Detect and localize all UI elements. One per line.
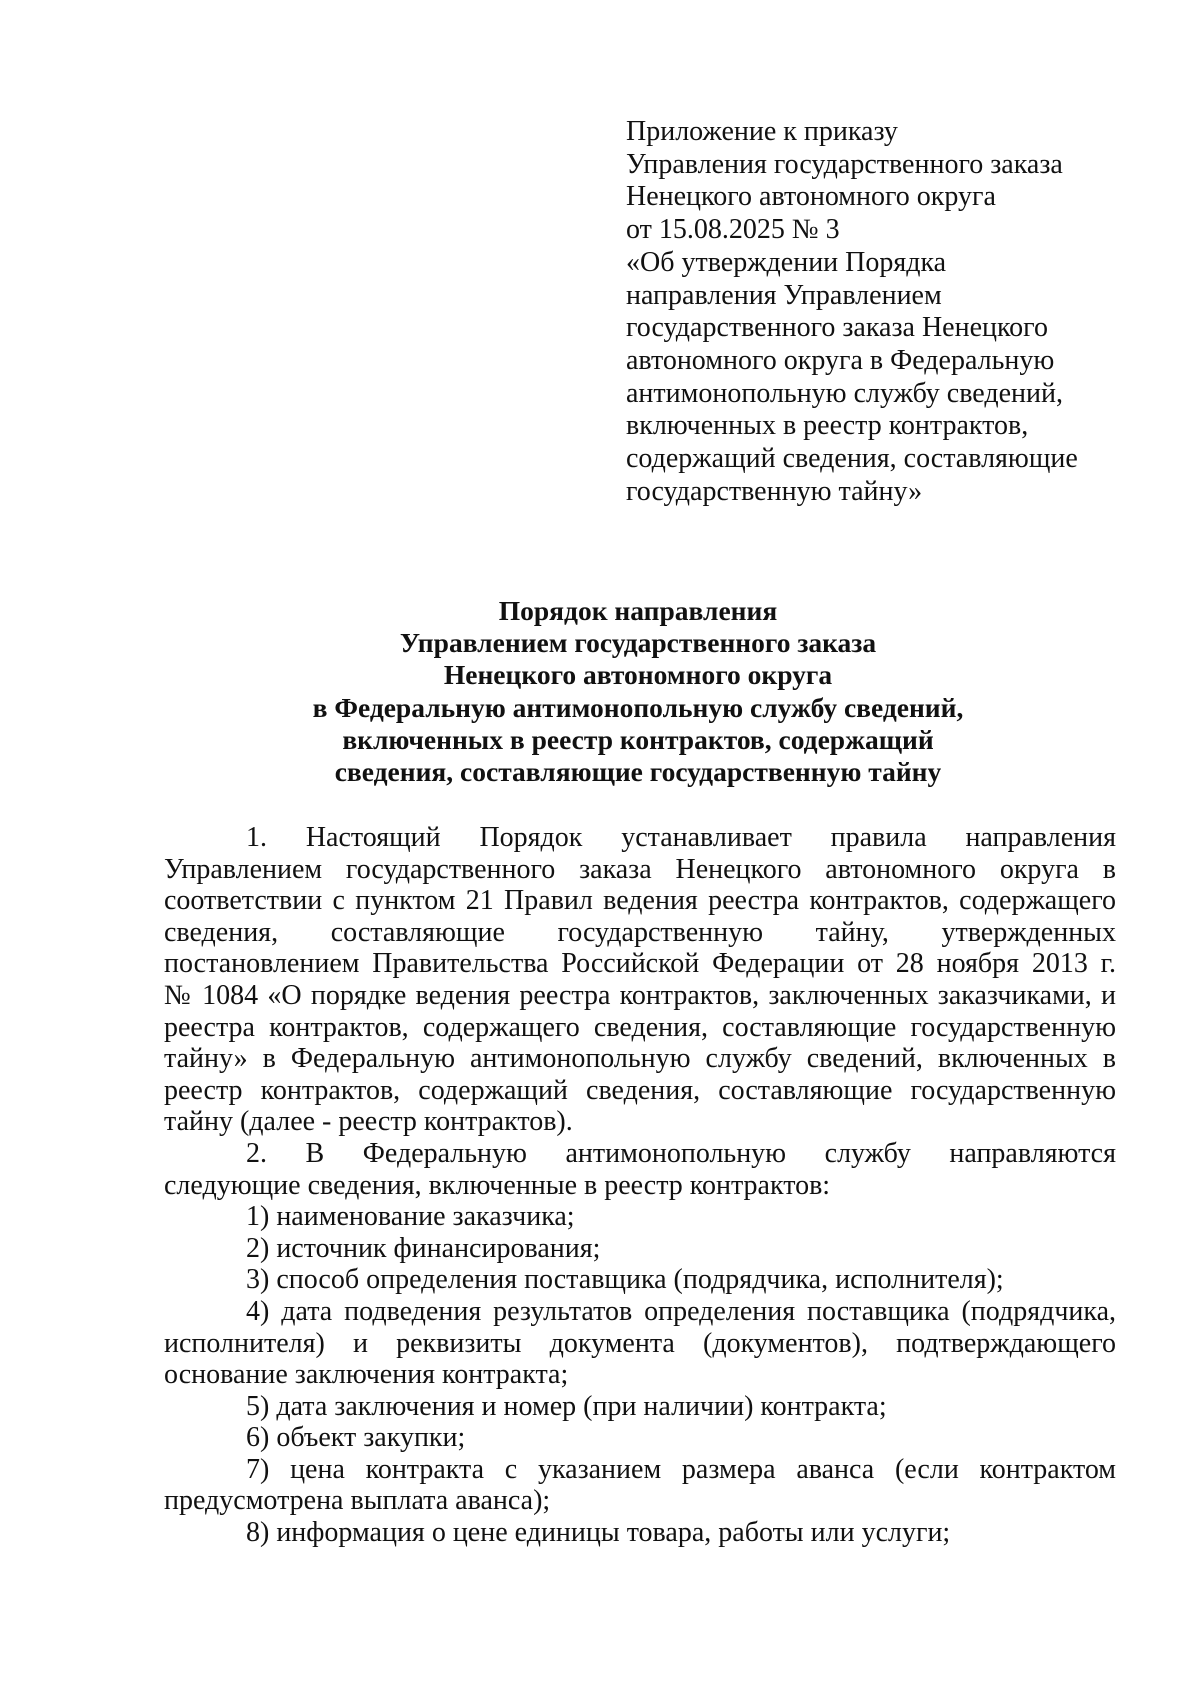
appendix-line: «Об утверждении Порядка xyxy=(626,246,947,278)
list-item: 1) наименование заказчика; xyxy=(246,1201,575,1233)
paragraph-1 xyxy=(164,822,1116,1138)
paragraph-line: 2. В Федеральную антимонопольную службу направляются xyxy=(246,1137,1116,1169)
appendix-block xyxy=(626,116,1146,508)
appendix-line: Ненецкого автономного округа xyxy=(626,181,996,213)
paragraph-line: следующие сведения, включенные в реестр контрактов: xyxy=(164,1169,831,1201)
appendix-line: направления Управлением xyxy=(626,279,942,311)
appendix-line: автономного округа в Федеральную xyxy=(626,344,1055,376)
paragraph-line: соответствии с пунктом 21 Правил ведения реестра контрактов, содержащего xyxy=(164,885,1116,917)
paragraph-line: реестра контрактов, содержащего сведения, составляющие государственную xyxy=(164,1011,1116,1043)
paragraph-line: № 1084 «О порядке ведения реестра контрактов, заключенных заказчиками, и xyxy=(164,979,1116,1011)
paragraph-line: 1. Настоящий Порядок устанавливает правила направления xyxy=(246,822,1116,853)
document-title xyxy=(160,595,1116,788)
title-line: Порядок направления xyxy=(498,595,778,626)
appendix-line: содержащий сведения, составляющие xyxy=(626,443,1078,475)
list-item: 5) дата заключения и номер (при наличии) контракта; xyxy=(246,1390,887,1422)
appendix-line: антимонопольную службу сведений, xyxy=(626,377,1063,409)
title-line: сведения, составляющие государственную тайну xyxy=(334,756,942,788)
list-item: 2) источник финансирования; xyxy=(246,1232,601,1264)
paragraph-2 xyxy=(164,1138,1116,1201)
paragraph-line: постановлением Правительства Российской Федерации от 28 ноября 2013 г. xyxy=(164,948,1116,980)
list-item: 3) способ определения поставщика (подрядчика, исполнителя); xyxy=(246,1264,1004,1296)
paragraph-line: тайну (далее - реестр контрактов). xyxy=(164,1106,573,1138)
document-body xyxy=(164,822,1116,1549)
appendix-line: Приложение к приказу xyxy=(626,116,898,147)
paragraph-line: реестр контрактов, содержащий сведения, составляющие государственную xyxy=(164,1074,1116,1106)
appendix-line: включенных в реестр контрактов, xyxy=(626,410,1029,442)
list-item-line: 4) дата подведения результатов определения поставщика (подрядчика, xyxy=(246,1295,1116,1327)
list-item: 8) информация о цене единицы товара, работы или услуги; xyxy=(246,1517,951,1549)
title-line: Ненецкого автономного округа xyxy=(443,659,833,691)
list-item-line: предусмотрена выплата аванса); xyxy=(164,1485,551,1517)
appendix-line: государственного заказа Ненецкого xyxy=(626,312,1048,344)
appendix-line: государственную тайну» xyxy=(626,475,923,507)
title-line: включенных в реестр контрактов, содержащий xyxy=(342,723,934,755)
paragraph-line: Управлением государственного заказа Ненецкого автономного округа в xyxy=(164,853,1116,885)
list-item-line: 7) цена контракта с указанием размера аванса (если контрактом xyxy=(246,1453,1116,1485)
list-item-line: исполнителя) и реквизиты документа (документов), подтверждающего xyxy=(164,1327,1116,1359)
appendix-line: от 15.08.2025 № 3 xyxy=(626,214,840,246)
list-item-7 xyxy=(164,1454,1116,1517)
paragraph-line: тайну» в Федеральную антимонопольную службу сведений, включенных в xyxy=(164,1043,1116,1075)
list-item-4 xyxy=(164,1296,1116,1391)
appendix-line: Управления государственного заказа xyxy=(626,148,1063,180)
list-item-line: основание заключения контракта; xyxy=(164,1359,569,1391)
title-line: Управлением государственного заказа xyxy=(399,627,877,659)
paragraph-line: сведения, составляющие государственную тайну, утвержденных xyxy=(164,916,1116,948)
list-item: 6) объект закупки; xyxy=(246,1422,466,1454)
title-line: в Федеральную антимонопольную службу сведений, xyxy=(312,691,964,723)
